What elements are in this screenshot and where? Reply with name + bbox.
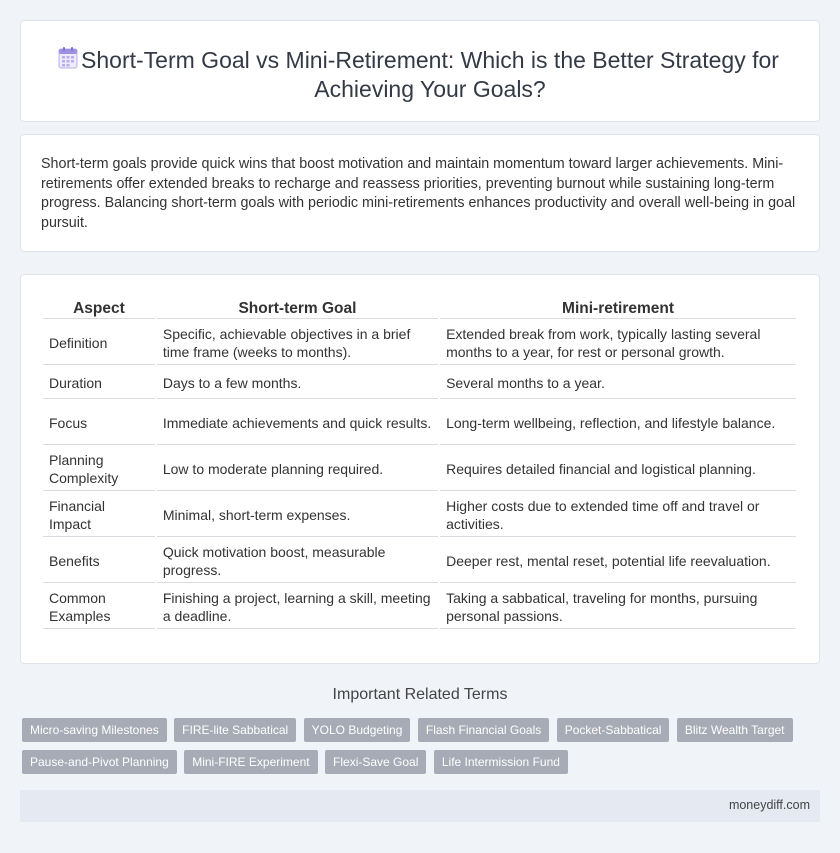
row-aspect: Duration [43, 367, 155, 399]
related-term-tag[interactable]: Micro-saving Milestones [22, 718, 167, 742]
row-short-term: Days to a few months. [157, 367, 438, 399]
row-aspect: Definition [43, 321, 155, 365]
row-short-term: Minimal, short-term expenses. [157, 493, 438, 537]
row-mini-retirement: Several months to a year. [440, 367, 796, 399]
table-header-row [43, 297, 796, 319]
table-row [43, 401, 796, 445]
related-term-tag[interactable]: Pocket-Sabbatical [557, 718, 670, 742]
row-mini-retirement: Requires detailed financial and logistical planning. [440, 447, 796, 491]
header-mini-retirement: Mini-retirement [440, 297, 796, 319]
table-row [43, 493, 796, 537]
row-mini-retirement: Taking a sabbatical, traveling for months, pursuing personal passions. [440, 585, 796, 629]
table-row [43, 447, 796, 491]
table-row [43, 539, 796, 583]
related-term-tag[interactable]: Pause-and-Pivot Planning [22, 750, 177, 774]
row-aspect: Financial Impact [43, 493, 155, 537]
row-short-term: Immediate achievements and quick results. [157, 401, 438, 445]
related-term-tag[interactable]: FIRE-lite Sabbatical [174, 718, 296, 742]
footer [20, 790, 820, 822]
table-row [43, 367, 796, 399]
row-short-term: Specific, achievable objectives in a brief time frame (weeks to months). [157, 321, 438, 365]
row-mini-retirement: Long-term wellbeing, reflection, and lifestyle balance. [440, 401, 796, 445]
intro-card [20, 134, 820, 252]
row-aspect: Planning Complexity [43, 447, 155, 491]
related-term-tag[interactable]: Flash Financial Goals [418, 718, 549, 742]
related-term-tag[interactable]: Mini-FIRE Experiment [184, 750, 317, 774]
footer-site-link[interactable]: moneydiff.com [728, 798, 810, 812]
related-term-tag[interactable]: Blitz Wealth Target [677, 718, 793, 742]
header-aspect: Aspect [43, 297, 155, 319]
comparison-table [41, 295, 798, 631]
row-mini-retirement: Deeper rest, mental reset, potential life reevaluation. [440, 539, 796, 583]
related-terms-title: Important Related Terms [332, 686, 508, 703]
table-row [43, 321, 796, 365]
related-term-tag[interactable]: Life Intermission Fund [434, 750, 568, 774]
header-short-term-goal: Short-term Goal [157, 297, 438, 319]
related-terms-list [22, 718, 812, 782]
comparison-card [20, 274, 820, 664]
row-short-term: Finishing a project, learning a skill, meeting a deadline. [157, 585, 438, 629]
row-short-term: Low to moderate planning required. [157, 447, 438, 491]
table-row [43, 585, 796, 629]
row-mini-retirement: Higher costs due to extended time off and travel or activities. [440, 493, 796, 537]
related-term-tag[interactable]: Flexi-Save Goal [325, 750, 426, 774]
page-title: Short-Term Goal vs Mini-Retirement: Which is the Better Strategy for Achieving Your Goals? [81, 47, 779, 102]
intro-paragraph: Short-term goals provide quick wins that boost motivation and maintain momentum toward larger achievements. Mini-retirements offer extended breaks to recharge and reassess priorities, preventing burnout while sustaining long-term progress. Balancing short-term goals with periodic mini-retirements enhances productivity and overall well-being in goal pursuit. [41, 156, 796, 231]
related-term-tag[interactable]: YOLO Budgeting [304, 718, 411, 742]
row-aspect: Focus [43, 401, 155, 445]
row-mini-retirement: Extended break from work, typically lasting several months to a year, for rest or personal growth. [440, 321, 796, 365]
row-aspect: Common Examples [43, 585, 155, 629]
row-aspect: Benefits [43, 539, 155, 583]
title-card [20, 20, 820, 122]
row-short-term: Quick motivation boost, measurable progress. [157, 539, 438, 583]
